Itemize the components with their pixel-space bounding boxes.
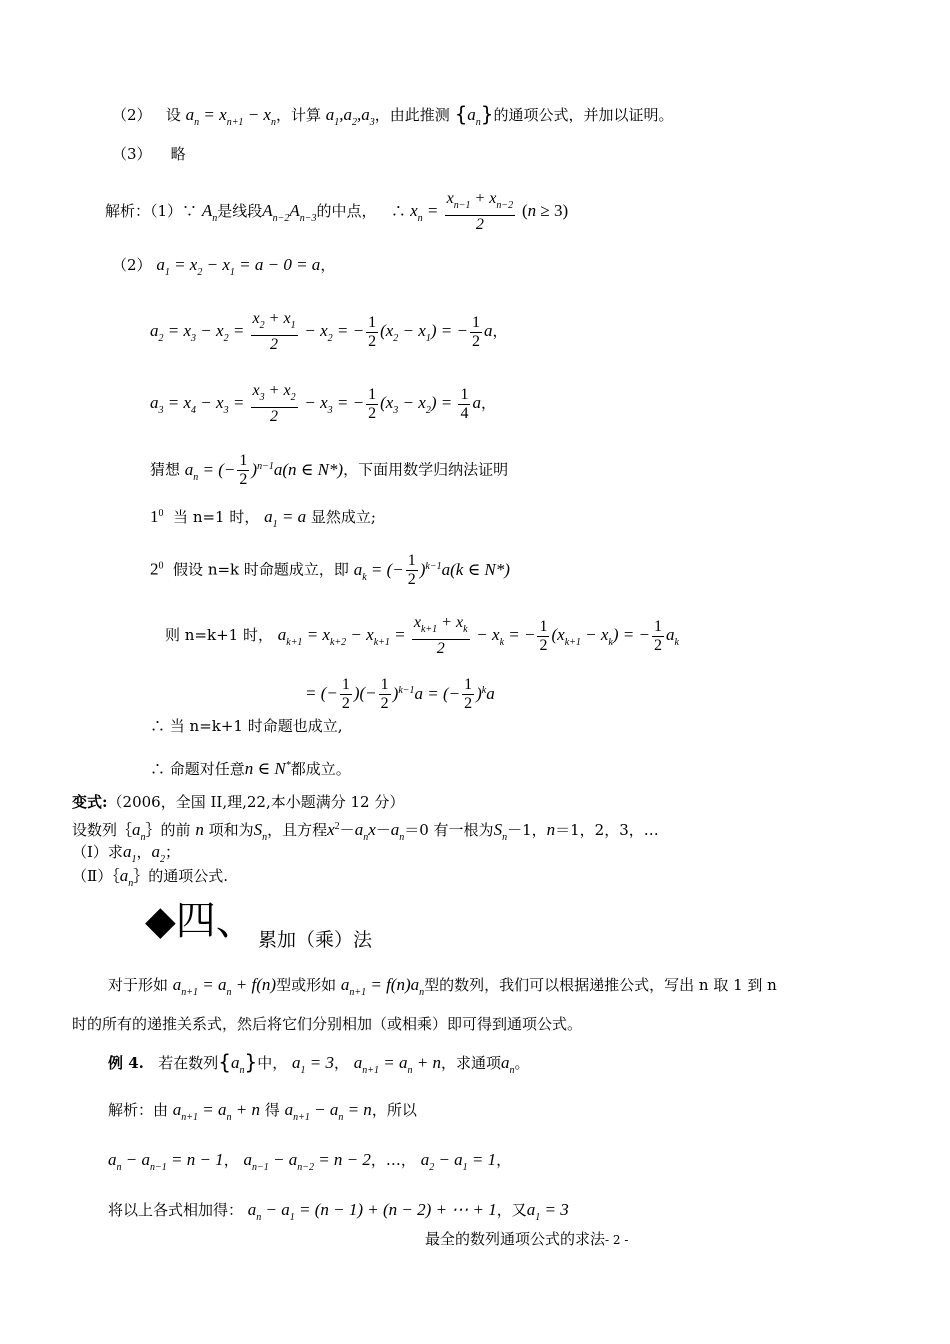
example-4-relations: $a_n - a_{n-1} = n - 1$， $a_{n-1} - a_{n-2} = n - 2$，…， $a_2 - a_1 = 1$， [108,1150,512,1173]
induction-step-3: 则 n=k+1 时， $a_{k+1} = x_{k+2} - x_{k+1}$ = $\frac{x_{k+1} + x_k}{2}$ − $x_k$ = − $\frac{1}{2}$ $(x_{k+1} - x_k)$ = − $\frac{1}{2}$ $a_k$ [165,614,679,657]
method-paragraph-line-2: 时的所有的递推关系式，然后将它们分别相加（或相乘）即可得到通项公式。 [72,1015,583,1033]
problem-part-3: （3） 略 [112,145,186,163]
variant-line-2: 设数列$\{a_n\}$的前 n 项和为$S_n$，且方程$x^2-a_nx-a_n=0$ 有一根为$S_n-1$，n＝1，2，3，… [72,820,659,843]
induction-step-1: $1^0$ 当 n=1 时， $a_1 = a$ 显然成立; [150,507,376,530]
example-4-sum: 将以上各式相加得： $a_n - a_1 = (n - 1) + (n - 2)$ + ⋯ + 1，又$a_1 = 3$ [108,1200,569,1223]
variant-line-4: $(Ⅱ)\{a_n\}$的通项公式. [72,866,228,889]
problem-part-2: （2） 设 $a_n = x_{n+1} - x_n$，计算 $a_1,a_2,a_3$，由此推测 $\{a_n\}$的通项公式，并加以证明。 [112,102,674,128]
page-number: - 2 - [605,1233,629,1247]
solution-part-1: 解析：（1）∵ $A_n$是线段$A_{n-2}A_{n-3}$的中点， ∴ $x_n$ = $\frac{x_{n-1} + x_{n-2}}{2}$ (n ≥ 3) [105,190,569,233]
solution-a1: （2） $a_1 = x_2 - x_1 = a - 0 = a$， [112,255,336,278]
solution-a2: $a_2 = x_3 - x_2$ = $\frac{x_2 + x_1}{2}$ − $x_2$ = − $\frac{1}{2}$ $(x_2 - x_1)$ = − $\frac{1}{2}$ a， [150,310,508,353]
method-paragraph-line-1: 对于形如 $a_{n+1} = a_n + f(n)$型或形如 $a_{n+1} = f(n)a_n$型的数列，我们可以根据递推公式，写出 n 取 1 到 n [108,975,777,998]
induction-step-2: $2^0$ 假设 n=k 时命题成立，即 $a_k$ = (− $\frac{1}{2}$ )$^{k-1}$a(k ∈ N*) [150,552,510,588]
example-4-solution: 解析：由 $a_{n+1} = a_n + n$ 得 $a_{n+1} - a_n = n$，所以 [108,1100,417,1123]
part-label: （2） [112,106,152,124]
section-heading: ◆四、 [145,898,256,944]
solution-a3: $a_3 = x_4 - x_3$ = $\frac{x_3 + x_2}{2}$ − $x_3$ = − $\frac{1}{2}$ $(x_3 - x_2)$ = $\frac{1}{4}$ a， [150,382,496,425]
section-subtitle: 累加（乘）法 [258,929,373,951]
example-4: 例 4. 若在数列$\{a_n\}$中， $a_1 = 3$， $a_{n+1} = a_n + n$，求通项$a_n$。 [108,1050,530,1076]
conclusion-2: ∴ 命题对任意n ∈ N*都成立。 [150,759,351,778]
induction-step-3b: = (− $\frac{1}{2}$ )(− $\frac{1}{2}$ )$^{k-1}$a = (− $\frac{1}{2}$ )$^k$a [305,676,495,712]
conjecture: 猜想 $a_n$ = (− $\frac{1}{2}$ )$^{n-1}$a(n ∈ N*)，下面用数学归纳法证明 [150,452,509,488]
variant-line-3: （Ⅰ）求$a_1$，$a_2$； [72,842,180,865]
conclusion-1: ∴ 当 n=k+1 时命题也成立, [150,717,343,735]
page-footer: 最全的数列通项公式的求法- 2 - [425,1230,629,1248]
variant-title: 变式:（2006，全国 II,理,22,本小题满分 12 分） [72,793,405,811]
